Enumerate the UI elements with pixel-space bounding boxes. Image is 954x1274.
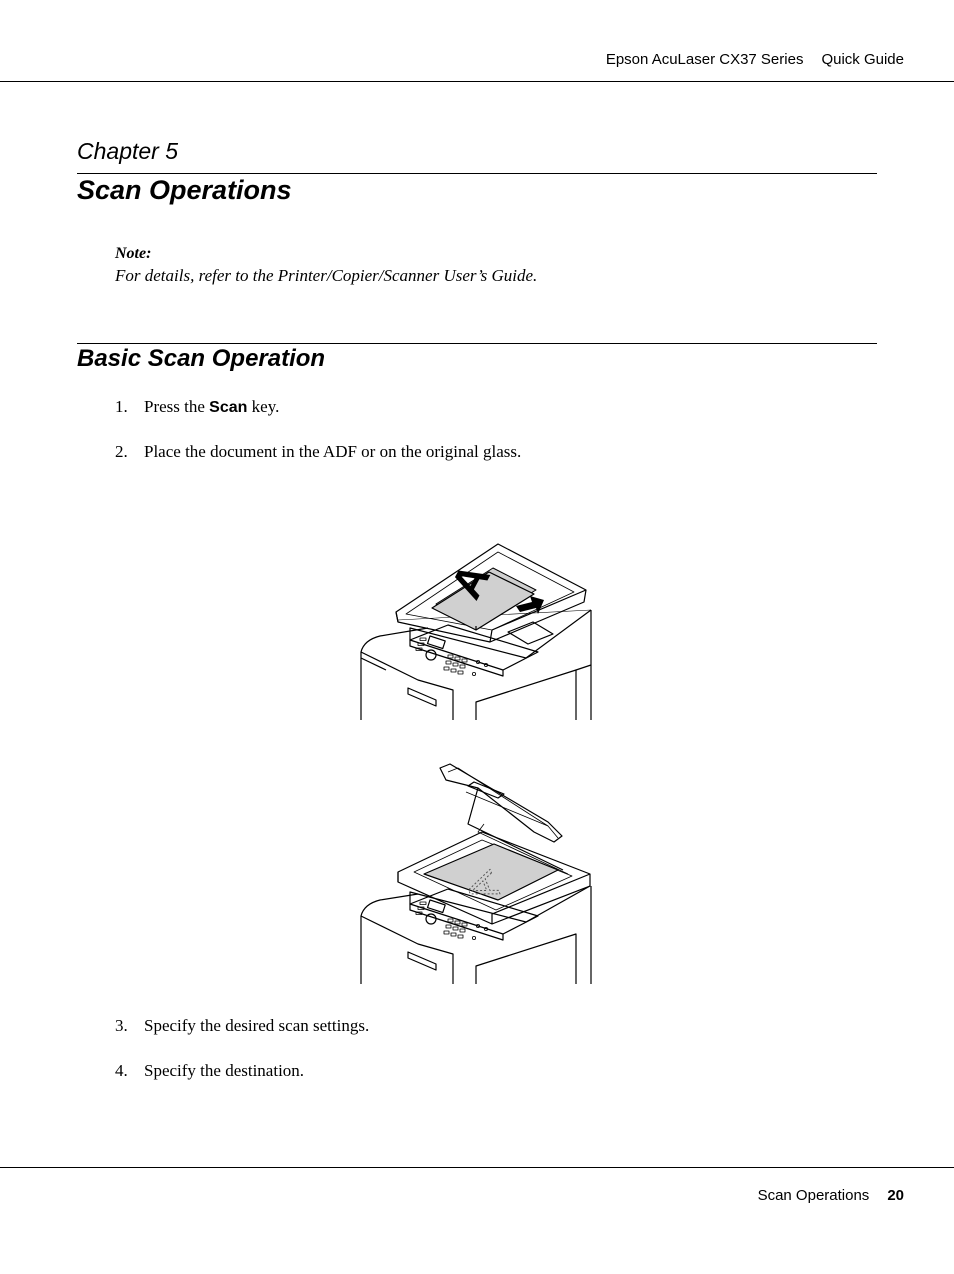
note-heading: Note: xyxy=(115,245,152,262)
chapter-divider xyxy=(77,173,877,174)
section-divider xyxy=(77,343,877,344)
header-guide: Quick Guide xyxy=(821,51,904,68)
step-text: Place the document in the ADF or on the original glass. xyxy=(144,442,522,461)
step-number: 1. xyxy=(115,397,128,416)
chapter-title: Scan Operations xyxy=(77,175,292,205)
step-1 xyxy=(115,397,279,417)
page-header xyxy=(0,0,954,82)
adf-document-letter: A xyxy=(441,555,500,607)
page-number: 20 xyxy=(887,1187,904,1204)
page-footer xyxy=(758,1187,904,1204)
chapter-label: Chapter 5 xyxy=(77,138,179,164)
step-2 xyxy=(115,442,521,462)
glass-placement-illustration xyxy=(358,762,594,986)
glass-document-letter: A xyxy=(457,865,509,908)
step-text: key. xyxy=(247,397,280,416)
header-product: Epson AcuLaser CX37 Series xyxy=(605,51,804,68)
step-4 xyxy=(115,1061,304,1081)
scan-key-label: Scan xyxy=(209,399,248,416)
step-3 xyxy=(115,1016,369,1036)
footer-divider xyxy=(0,1167,954,1168)
step-number: 2. xyxy=(115,442,128,461)
adf-loading-illustration xyxy=(358,540,594,722)
step-number: 4. xyxy=(115,1061,128,1080)
step-text: Specify the desired scan settings. xyxy=(144,1016,370,1035)
section-title: Basic Scan Operation xyxy=(77,345,326,372)
note-text: For details, refer to the Printer/Copier/Scanner User’s Guide. xyxy=(115,266,538,285)
header-text xyxy=(606,51,904,68)
step-text: Press the xyxy=(144,397,210,416)
step-number: 3. xyxy=(115,1016,128,1035)
step-text: Specify the destination. xyxy=(144,1061,305,1080)
footer-section: Scan Operations xyxy=(757,1187,870,1204)
